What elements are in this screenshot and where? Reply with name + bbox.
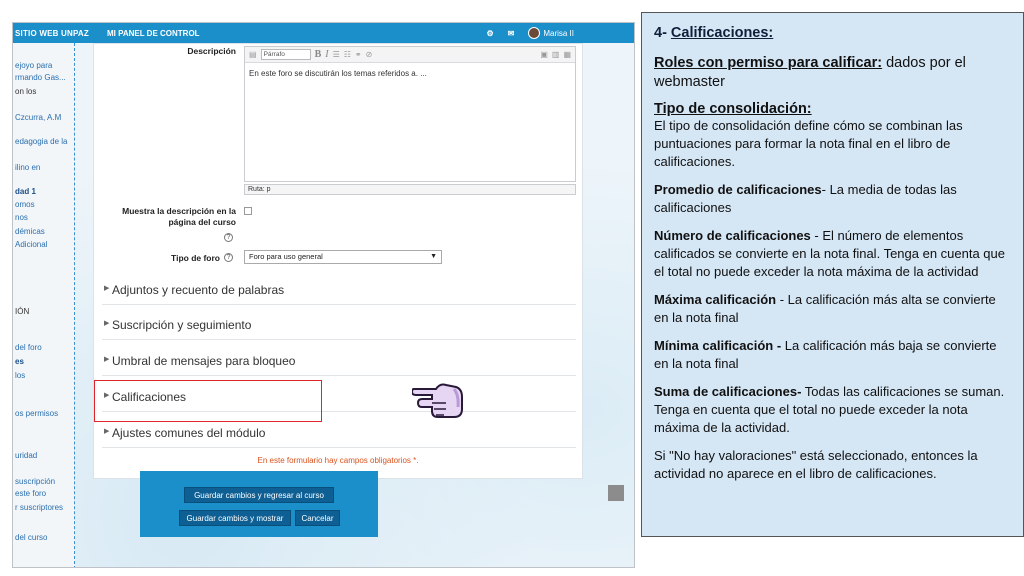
roles-label: Roles con permiso para calificar:: [654, 55, 883, 71]
sidebar-item[interactable]: es: [15, 357, 24, 366]
descripcion-label: Descripción: [187, 46, 236, 56]
image-icon[interactable]: ▣: [540, 50, 548, 59]
link-icon[interactable]: ⚭: [354, 50, 362, 59]
gear-icon[interactable]: ⚙: [486, 28, 494, 38]
title-prefix: 4-: [654, 25, 671, 41]
form-buttons-panel: [140, 471, 378, 537]
paragraph-select[interactable]: Párrafo: [261, 49, 311, 60]
item-text: La calificación más baja se convierte en la nota final: [654, 338, 997, 371]
item-promedio: [654, 181, 1011, 217]
site-link[interactable]: SITIO WEB UNPAZ: [15, 28, 89, 38]
cancel-button[interactable]: Cancelar: [295, 510, 340, 526]
numbered-list-icon[interactable]: ☷: [343, 50, 351, 59]
item-term: Mínima calificación -: [654, 338, 782, 353]
item-text: - El número de elementos calificados se convierte en la nota final. Tenga en cuenta que el total no puede exceder la nota máxima de la actividad: [654, 228, 1005, 279]
user-name: Marisa II: [543, 28, 574, 38]
sidebar-item[interactable]: suscripción: [15, 477, 56, 486]
item-term: Promedio de calificaciones: [654, 182, 822, 197]
tipo-text: El tipo de consolidación define cómo se combinan las puntuaciones para formar la nota final en el libro de calificaciones.: [654, 118, 963, 169]
description-editor[interactable]: [244, 46, 576, 182]
toolbar-toggle-icon[interactable]: ▤: [249, 50, 257, 59]
sidebar-item[interactable]: nos: [15, 213, 28, 222]
user-menu[interactable]: [528, 27, 574, 39]
section-label: Umbral de mensajes para bloqueo: [112, 354, 296, 368]
sidebar-item[interactable]: Czcurra, A.M: [15, 113, 62, 122]
sidebar-item[interactable]: IÓN: [15, 307, 30, 316]
item-numero: [654, 227, 1011, 281]
roles-text: dados por el webmaster: [654, 55, 966, 90]
item-text: Todas las calificaciones se suman. Tenga en cuenta que el total no puede exceder la nota máxima de la actividad.: [654, 384, 1005, 435]
unlink-icon[interactable]: ⊘: [365, 50, 373, 59]
save-show-button[interactable]: Guardar cambios y mostrar: [179, 510, 291, 526]
forum-settings-form: [93, 43, 583, 479]
sidebar-item[interactable]: dad 1: [15, 187, 36, 196]
sidebar-item[interactable]: del curso: [15, 533, 48, 542]
forum-type-value: Foro para uso general: [249, 252, 323, 261]
editor-path: Ruta: p: [244, 184, 576, 195]
help-icon[interactable]: ?: [224, 233, 233, 242]
item-text: - La media de todas las calificaciones: [654, 182, 957, 215]
sidebar-item[interactable]: ilino en: [15, 163, 41, 172]
help-icon[interactable]: ?: [224, 253, 233, 262]
sidebar-item[interactable]: omos: [15, 200, 35, 209]
sidebar-item[interactable]: démicas: [15, 227, 45, 236]
sidebar-item[interactable]: ejoyo para: [15, 61, 53, 70]
collapse-arrow-icon: ▶: [104, 285, 110, 292]
save-return-button[interactable]: Guardar cambios y regresar al curso: [184, 487, 334, 503]
show-description-checkbox[interactable]: [244, 207, 252, 215]
forum-type-select[interactable]: [244, 250, 442, 264]
roles-paragraph: [654, 54, 1011, 92]
media-icon[interactable]: ▥: [551, 50, 560, 59]
tipo-foro-label: Tipo de foro: [171, 253, 220, 263]
section-label: Calificaciones: [112, 390, 187, 404]
bold-icon[interactable]: B: [314, 49, 322, 60]
collapse-arrow-icon: ▶: [104, 320, 110, 327]
collapse-arrow-icon: ▶: [104, 392, 110, 399]
sidebar-item[interactable]: este foro: [15, 489, 47, 498]
sidebar-item[interactable]: on los: [15, 87, 37, 96]
item-maxima: [654, 291, 1011, 327]
item-term: Número de calificaciones: [654, 228, 811, 243]
info-footer: Si "No hay valoraciones" está seleccionado, entonces la actividad no aparece en el libro de calificaciones.: [654, 448, 978, 481]
avatar: [528, 27, 540, 39]
title-text: Calificaciones:: [670, 25, 774, 41]
pointing-hand-icon: [412, 377, 464, 421]
editor-toolbar: [245, 47, 575, 63]
item-text: - La calificación más alta se convierte en la nota final: [654, 292, 996, 325]
mail-icon[interactable]: ✉: [507, 28, 515, 38]
dropdown-arrow-icon: ▼: [430, 253, 437, 260]
sidebar-item[interactable]: rmando Gas...: [15, 73, 66, 82]
collapse-arrow-icon: ▶: [104, 428, 110, 435]
tipo-title: Tipo de consolidación:: [654, 101, 812, 117]
section-label: Ajustes comunes del módulo: [112, 426, 266, 440]
info-panel: [641, 12, 1024, 537]
control-panel-link[interactable]: MI PANEL DE CONTROL: [106, 28, 200, 38]
sidebar-item[interactable]: del foro: [15, 343, 42, 352]
sidebar-item[interactable]: edagogia de la: [15, 137, 68, 146]
sidebar-item[interactable]: los: [15, 371, 26, 380]
item-term: Máxima calificación: [654, 292, 777, 307]
sidebar-item[interactable]: r suscriptores: [15, 503, 64, 512]
left-sidebar: [13, 43, 75, 568]
top-navbar: [13, 23, 634, 43]
section-adjuntos[interactable]: [102, 275, 576, 305]
item-minima: [654, 337, 1011, 373]
muestra-label: Muestra la descripción en la página del curso: [122, 206, 236, 227]
sidebar-item[interactable]: os permisos: [15, 409, 59, 418]
required-fields-note: En este formulario hay campos obligatorios *.: [257, 456, 419, 465]
sidebar-item[interactable]: uridad: [15, 451, 38, 460]
item-term: Suma de calificaciones-: [654, 384, 802, 399]
bullet-list-icon[interactable]: ☰: [332, 50, 340, 59]
section-label: Adjuntos y recuento de palabras: [112, 283, 285, 297]
editor-content[interactable]: En este foro se discutirán los temas referidos a. ...: [249, 69, 427, 78]
section-ajustes-comunes[interactable]: [102, 418, 576, 448]
file-icon[interactable]: ▦: [563, 50, 571, 59]
section-label: Suscripción y seguimiento: [112, 318, 252, 332]
calificaciones-highlight: [94, 380, 322, 422]
collapse-arrow-icon: ▶: [104, 356, 110, 363]
tipo-paragraph: [654, 102, 1011, 171]
moodle-screenshot: [12, 22, 635, 568]
italic-icon[interactable]: I: [325, 49, 329, 60]
section-suscripcion[interactable]: [102, 310, 576, 340]
item-suma: [654, 383, 1011, 437]
sidebar-item[interactable]: Adicional: [15, 240, 48, 249]
scroll-marker: [608, 485, 624, 501]
info-title: [654, 24, 1011, 42]
section-umbral[interactable]: [102, 346, 576, 376]
